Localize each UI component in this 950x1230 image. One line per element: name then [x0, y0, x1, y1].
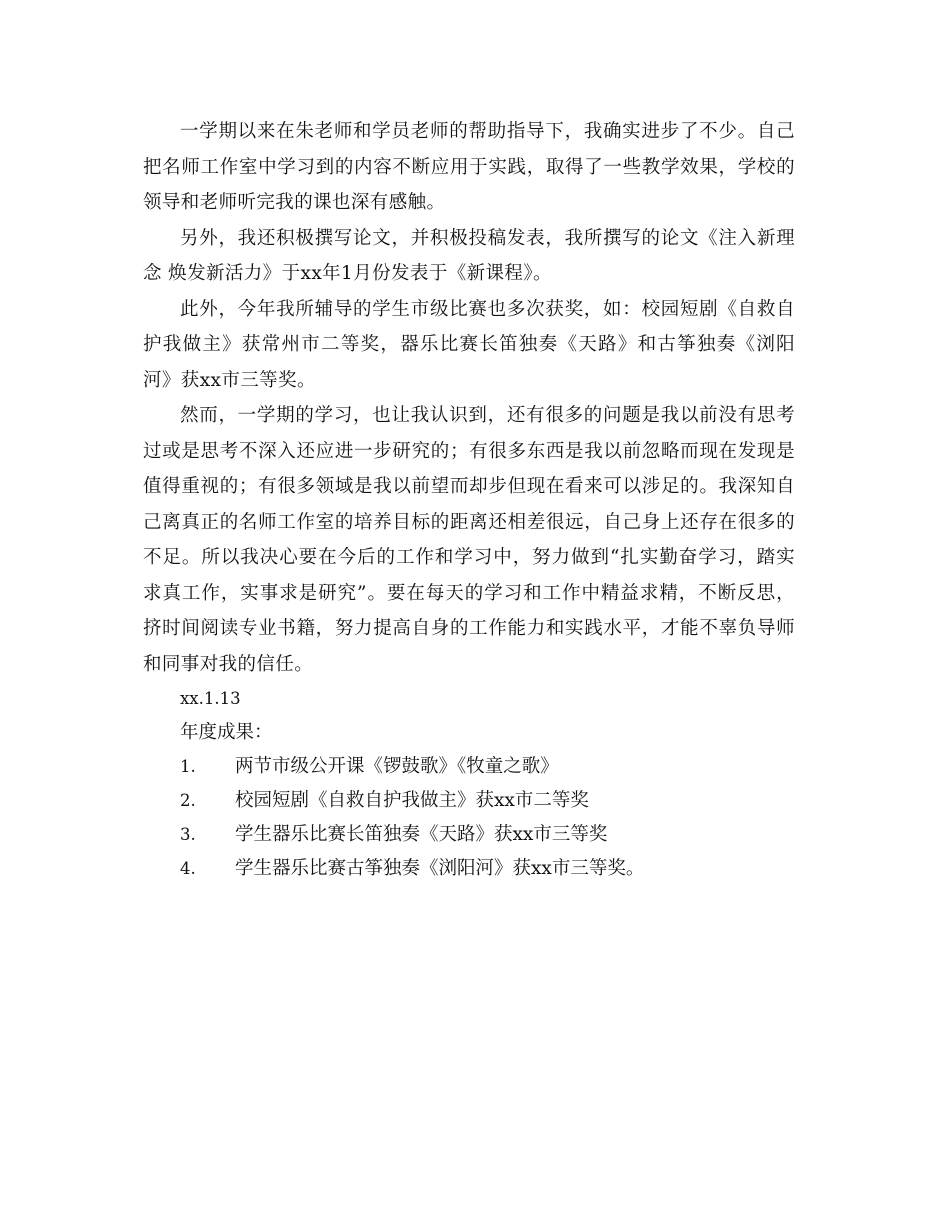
paragraph-paper: 另外，我还积极撰写论文，并积极投稿发表，我所撰写的论文《注入新理念 焕发新活力》于xx年1月份发表于《新课程》。	[143, 227, 795, 284]
list-item-text: 学生器乐比赛长笛独奏《天路》获xx市三等奖	[235, 824, 608, 845]
list-item-text: 学生器乐比赛古筝独奏《浏阳河》获xx市三等奖。	[235, 858, 645, 879]
list-item-number: 2.	[180, 791, 196, 810]
achievements-list	[143, 750, 795, 886]
document-page	[143, 114, 795, 886]
list-item	[143, 750, 795, 784]
list-item	[143, 852, 795, 886]
list-item	[143, 784, 795, 818]
list-item-number: 1.	[180, 757, 196, 776]
list-item-number: 4.	[180, 859, 196, 878]
list-item	[143, 818, 795, 852]
paragraph-progress: 一学期以来在朱老师和学员老师的帮助指导下，我确实进步了不少。自己把名师工作室中学习到的内容不断应用于实践，取得了一些教学效果，学校的领导和老师听完我的课也深有感触。	[143, 121, 795, 213]
list-item-number: 3.	[180, 825, 196, 844]
achievements-heading: 年度成果：	[180, 722, 273, 743]
document-date: xx.1.13	[180, 689, 241, 708]
list-item-text: 校园短剧《自救自护我做主》获xx市二等奖	[235, 790, 589, 811]
paragraph-reflection: 然而，一学期的学习，也让我认识到，还有很多的问题是我以前没有思考过或是思考不深入还应进一步研究的；有很多东西是我以前忽略而现在发现是值得重视的；有很多领域是我以前望而却步但现在看来可以涉足的。我深知自己离真正的名师工作室的培养目标的距离还相差很远，自己身上还存在很多的不足。所以我决心要在今后的工作和学习中，努力做到“扎实勤奋学习，踏实求真工作，实事求是研究”。要在每天的学习和工作中精益求精，不断反思，挤时间阅读专业书籍，努力提高自身的工作能力和实践水平，才能不辜负导师和同事对我的信任。	[143, 405, 795, 675]
list-item-text: 两节市级公开课《锣鼓歌》《牧童之歌》	[235, 756, 559, 777]
paragraph-awards: 此外，今年我所辅导的学生市级比赛也多次获奖，如：校园短剧《自救自护我做主》获常州市二等奖，器乐比赛长笛独奏《天路》和古筝独奏《浏阳河》获xx市三等奖。	[143, 298, 795, 391]
